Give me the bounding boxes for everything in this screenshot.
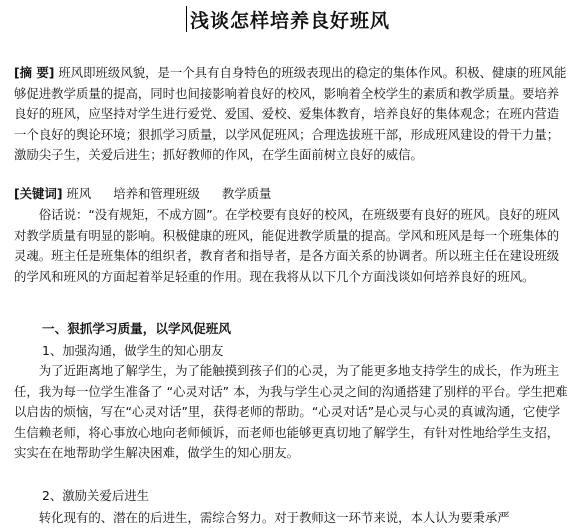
abstract-paragraph: [14, 63, 571, 166]
keyword-item: 班风: [66, 186, 92, 201]
keyword-item: 教学质量: [221, 186, 272, 201]
body-paragraph: 转化现有的、潜在的后进生，需综合努力。对于教师这一环节来说，本人认为要秉承严: [38, 510, 510, 525]
abstract-text: 班风即班级风貌，是一个具有自身特色的班级表现出的稳定的集体作风。积极、健康的班风能够促进教学质量的提高，同时也间接影响着良好的校风，影响着全校学生的素质和教学质量。要培养良好的班风，应坚持对学生进行爱党、爱国、爱校、爱集体教育，培养良好的集体观念；在班内营造一个良好的舆论环境；狠抓学习质量，以学风促班风；合理选拔班干部，形成班风建设的骨干力量；激励尖子生，关爱后进生；抓好教师的作风，在学生面前树立良好的威信。: [14, 65, 567, 162]
body-paragraph: 为了近距离地了解学生，为了能触摸到孩子们的心灵，为了能更多地支持学生的成长，作为班主任，我为每一位学生准备了 “心灵对话” 本，为我与学生心灵之间的沟通搭建了别样的平台。学生把难以启齿的烦恼，写在“心灵对话”里，获得老师的帮助。“心灵对话”是心灵与心灵的真诚沟通，它使学生信赖老师，将心事放心地向老师倾诉，而老师也能够更真切地了解学生，有针对性地给学生支招，实实在在地帮助学生解决困难，做学生的知心朋友。: [14, 363, 568, 460]
subsection-heading: 2、激励关爱后进生: [42, 488, 150, 503]
intro-paragraph: 俗话说：“没有规矩，不成方圆”。在学校要有良好的校风，在班级要有良好的班风。良好的班风对教学质量有明显的影响。积极健康的班风，能促进教学质量的提高。学风和班风是每一个班集体的灵魂。班主任是班集体的组织者，教育者和指导者，是各方面关系的协调者。所以班主任在建设班级的学风和班风的方面起着举足轻重的作用。现在我将从以下几个方面浅谈如何培养良好的班风。: [14, 207, 560, 284]
keywords-label: [关键词]: [14, 186, 63, 201]
page-title: 浅谈怎样培养良好班风: [190, 10, 391, 32]
keyword-item: 培养和管理班级: [113, 186, 200, 201]
subsection-heading: 1、加强沟通，做学生的知心朋友: [42, 343, 224, 358]
section-heading: 一、狠抓学习质量，以学风促班风: [42, 321, 231, 336]
abstract-label: [摘 要]: [14, 65, 55, 80]
keywords-line: [14, 184, 571, 205]
text-cursor: [186, 6, 187, 32]
